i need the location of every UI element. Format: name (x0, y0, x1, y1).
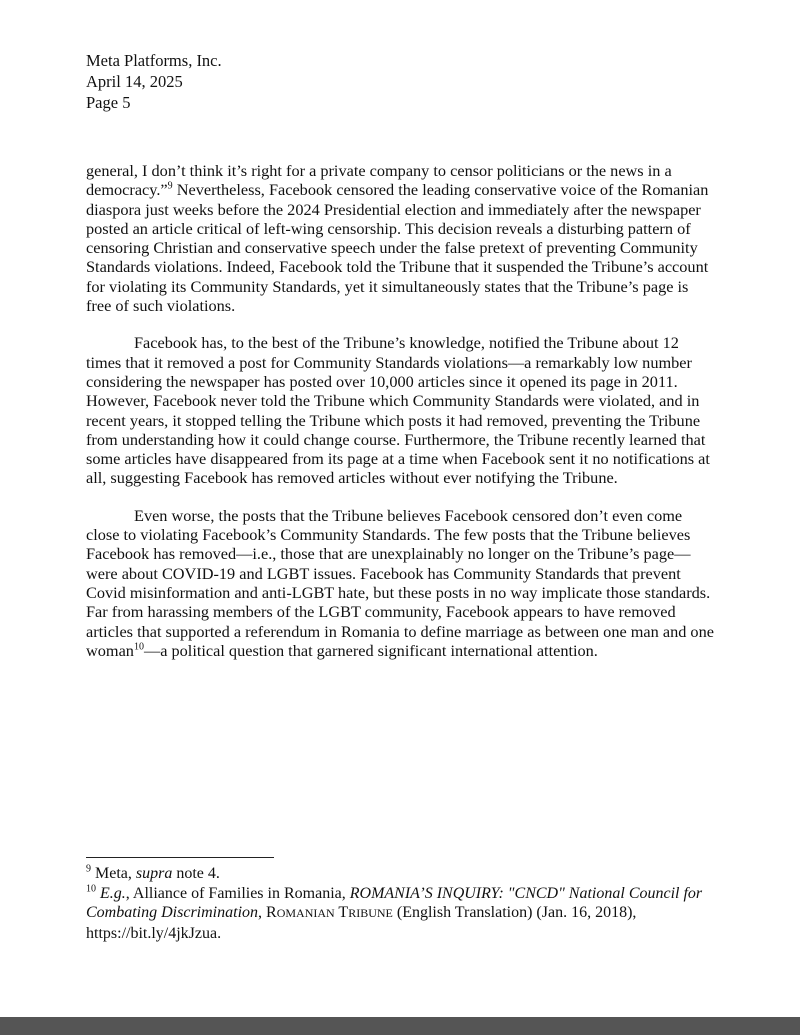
paragraph-2: Facebook has, to the best of the Tribune’s knowledge, notified the Tribune about 12 times that it removed a post for Community Standards violations—a remarkably low number considering the newspaper has posted over 10,000 articles since it opened its page in 2011. However, Facebook never told the Tribune which Community Standards were violated, and in recent years, it stopped telling the Tribune which posts it had removed, preventing the Tribune from understanding how it could change course. Furthermore, the Tribune recently learned that some articles have disappeared from its page at a time when Facebook sent it no notifications at all, suggesting Facebook has removed articles without ever notifying the Tribune. (86, 333, 710, 488)
header-company: Meta Platforms, Inc. (86, 51, 222, 70)
footnote-10: $^{10}$ E.g., Alliance of Families in Romania, ROMANIA’S INQUIRY: "CNCD" National Council for Combating Discrimination, ROMANIAN TRIBUNE (English Translation) (Jan. 16, 2018), https://bit.ly/4jkJzua. (86, 883, 703, 942)
footnote-divider (86, 857, 274, 858)
letter-header (86, 50, 222, 113)
footer-bar (0, 1017, 800, 1035)
footnote-9: $^9$ Meta, supra note 4. (86, 863, 220, 882)
header-page-number: Page 5 (86, 93, 131, 112)
footnote-ref-9: 9 (167, 180, 173, 192)
footnote-ref-10: 10 (133, 641, 144, 653)
footnotes (86, 864, 714, 943)
letter-body (86, 161, 714, 678)
paragraph-3: Even worse, the posts that the Tribune believes Facebook censored don’t even come close to violating Facebook’s Community Standards. The few posts that the Tribune believes Facebook has removed—i.e., those that are unexplainably no longer on the Tribune’s page—were about COVID-19 and LGBT issues. Facebook has Community Standards that prevent Covid misinformation and anti-LGBT hate, but these posts in no way implicate those standards. Far from harassing members of the LGBT community, Facebook appears to have removed articles that supported a referendum in Romania to define marriage as between one man and one woman$^{10}$—a political question that garnered significant international attention. (86, 505, 714, 660)
paragraph-1: general, I don’t think it’s right for a private company to censor politicians or the news in a democracy.”$^9$ Nevertheless, Facebook censored the leading conservative voice of the Romanian diaspora just weeks before the 2024 Presidential election and immediately after the newspaper posted an article critical of left-wing censorship. This decision reveals a disturbing pattern of censoring Christian and conservative speech under the false pretext of preventing Community Standards violations. Indeed, Facebook told the Tribune that it suspended the Tribune’s account for violating its Community Standards, yet it simultaneously states that the Tribune’s page is free of such violations. (86, 161, 709, 316)
footnote-10-publication: ROMANIAN TRIBUNE (266, 904, 393, 921)
footnote-10-title: ROMANIA’S INQUIRY: "CNCD" National Council for Combating Discrimination (86, 884, 703, 921)
header-date: April 14, 2025 (86, 72, 183, 91)
